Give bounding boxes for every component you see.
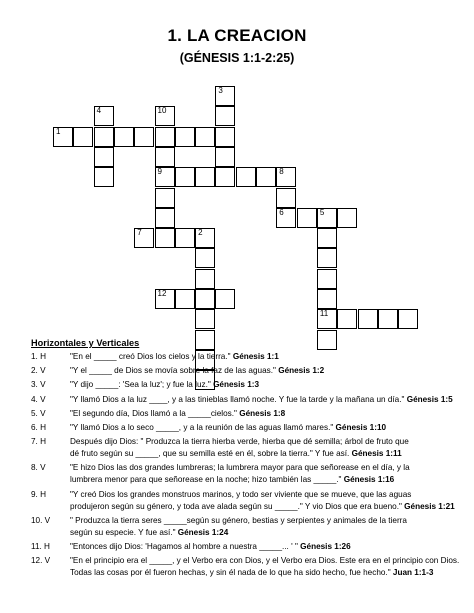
grid-cell[interactable] <box>236 167 256 187</box>
bible-reference: Génesis 1:8 <box>239 408 286 418</box>
clue-number: 3 <box>218 86 223 95</box>
grid-cell[interactable] <box>175 289 195 309</box>
clue-label: 12. V <box>31 556 51 566</box>
clue-number: 5 <box>319 207 325 217</box>
bible-reference: Génesis 1:2 <box>278 366 325 376</box>
clue-text: "Y el _____ de Dios se movía sobre la faz de las aguas." <box>70 366 279 376</box>
clue-label: 1. H <box>31 352 47 361</box>
clue-number: 1 <box>56 126 61 136</box>
clue-label: 7. H <box>31 437 47 447</box>
bible-reference: Génesis 1:3 <box>213 380 260 390</box>
grid-cell[interactable] <box>276 188 296 208</box>
clue-text: "En el _____ creó Dios los cielos y la tierra." <box>70 352 233 361</box>
grid-cell[interactable] <box>94 106 114 126</box>
grid-cell[interactable] <box>337 208 357 228</box>
clue-number: 12 <box>157 289 167 298</box>
grid-cell[interactable] <box>195 309 215 329</box>
grid-cell[interactable] <box>317 228 337 248</box>
clue-number: 4 <box>96 106 102 116</box>
grid-cell[interactable] <box>317 208 337 228</box>
clue-text: "Entonces dijo Dios: 'Hagamos al hombre a nuestra _____... ' " <box>70 542 301 551</box>
grid-cell[interactable] <box>195 330 215 350</box>
grid-cell[interactable] <box>358 309 378 329</box>
clue-label: 4. V <box>31 394 46 404</box>
clue-label: 5. V <box>31 408 46 418</box>
clue-text: lumbrera menor para que señorease en la noche; hizo también las _____." <box>70 475 344 485</box>
grid-cell[interactable] <box>53 127 73 147</box>
clue-text: "En el principio era el _____, y el Verbo era con Dios, y el Verbo era Dios. Este era en el principio con Dios. <box>70 556 460 566</box>
clue-text: produjeron según su género, y toda ave alada según su _____." Y vio Dios que era bueno." <box>70 501 405 511</box>
grid-cell[interactable] <box>134 127 154 147</box>
bible-reference: Génesis 1:1 <box>232 352 279 361</box>
grid-cell[interactable] <box>215 106 235 126</box>
clue-text: según su especie. Y fue así." <box>70 527 178 537</box>
grid-cell[interactable] <box>114 127 134 147</box>
grid-cell[interactable] <box>155 289 175 309</box>
grid-cell[interactable] <box>215 127 235 147</box>
grid-cell[interactable] <box>155 228 175 248</box>
bible-reference: Génesis 1:10 <box>335 423 387 432</box>
clue-text: " Produzca la tierra seres _____según su género, bestias y serpientes y animales de la tierra <box>70 515 407 525</box>
grid-cell[interactable] <box>195 289 215 309</box>
grid-cell[interactable] <box>155 188 175 208</box>
page-title: 1. LA CREACION <box>167 26 307 45</box>
clue-number: 9 <box>157 167 162 177</box>
grid-cell[interactable] <box>378 309 398 329</box>
bible-reference: Génesis 1:21 <box>404 501 455 511</box>
grid-cell[interactable] <box>337 309 357 329</box>
grid-cell[interactable] <box>195 269 215 289</box>
grid-cell[interactable] <box>94 167 114 187</box>
bible-reference: Génesis 1:24 <box>177 527 229 537</box>
clue-number: 2 <box>198 228 203 238</box>
grid-cell[interactable] <box>175 228 195 248</box>
grid-cell[interactable] <box>215 86 235 106</box>
grid-cell[interactable] <box>317 309 337 329</box>
clue-text: "E hizo Dios las dos grandes lumbreras; la lumbrera mayor para que señorease en el día, y la <box>70 463 410 473</box>
clue-label: 3. V <box>31 380 46 390</box>
grid-cell[interactable] <box>94 127 114 147</box>
grid-cell[interactable] <box>215 147 235 167</box>
clue-text: "Y dijo _____: 'Sea la luz'; y fue la luz." <box>70 380 214 390</box>
grid-cell[interactable] <box>195 127 215 147</box>
grid-cell[interactable] <box>155 167 175 187</box>
clue-number: 8 <box>279 167 284 177</box>
grid-cell[interactable] <box>317 330 337 350</box>
grid-cell[interactable] <box>297 208 317 228</box>
bible-reference: Génesis 1:16 <box>343 475 395 485</box>
clue-text: "Y creó Dios los grandes monstruos marinos, y todo ser viviente que se mueve, que las aguas <box>70 489 412 499</box>
bible-reference: Génesis 1:11 <box>351 449 402 459</box>
clue-label: 2. V <box>31 366 46 376</box>
grid-cell[interactable] <box>398 309 418 329</box>
clue-number: 11 <box>319 309 329 319</box>
clue-text: dé fruto según su _____, que su semilla esté en él, sobre la tierra." Y fue así. <box>70 449 352 459</box>
grid-cell[interactable] <box>215 289 235 309</box>
grid-cell[interactable] <box>195 248 215 268</box>
grid-cell[interactable] <box>73 127 93 147</box>
bible-reference: Juan 1:1-3 <box>392 568 434 578</box>
grid-cell[interactable] <box>155 127 175 147</box>
page-subtitle: (GÉNESIS 1:1-2:25) <box>179 51 295 65</box>
clue-number: 7 <box>137 228 142 238</box>
clues-heading: Horizontales y Verticales <box>31 338 140 348</box>
clue-text: "Y llamó Dios a la luz ____, y a las tinieblas llamó noche. Y fue la tarde y la mañana un día." <box>70 394 407 404</box>
clue-text: Después dijo Dios: " Produzca la tierra hierba verde, hierba que dé semilla; árbol de fruto que <box>70 437 409 447</box>
clue-text: "Y llamó Dios a lo seco _____, y a la reunión de las aguas llamó mares." <box>70 423 336 432</box>
clue-label: 8. V <box>31 463 46 473</box>
clue-text: "El segundo día, Dios llamó a la _____cielos." <box>70 408 240 418</box>
grid-cell[interactable] <box>155 147 175 167</box>
grid-cell[interactable] <box>276 167 296 187</box>
grid-cell[interactable] <box>195 167 215 187</box>
grid-cell[interactable] <box>317 248 337 268</box>
bible-reference: Génesis 1:26 <box>300 542 351 551</box>
grid-cell[interactable] <box>317 269 337 289</box>
grid-cell[interactable] <box>215 167 235 187</box>
grid-cell[interactable] <box>94 147 114 167</box>
clue-label: 9. H <box>31 489 47 499</box>
grid-cell[interactable] <box>175 167 195 187</box>
grid-cell[interactable] <box>155 208 175 228</box>
grid-cell[interactable] <box>256 167 276 187</box>
grid-cell[interactable] <box>317 289 337 309</box>
grid-cell[interactable] <box>276 208 296 228</box>
clue-number: 10 <box>157 106 167 116</box>
clue-text: Todas las cosas por él fueron hechas, y sin él nada de lo que ha sido hecho, fue hecho." <box>70 568 393 578</box>
clue-label: 11. H <box>31 542 50 551</box>
grid-cell[interactable] <box>175 127 195 147</box>
grid-cell[interactable] <box>195 228 215 248</box>
clue-label: 10. V <box>31 515 51 525</box>
clue-label: 6. H <box>31 423 47 432</box>
bible-reference: Génesis 1:5 <box>406 394 453 404</box>
grid-cell[interactable] <box>155 106 175 126</box>
clue-number: 6 <box>279 207 284 217</box>
grid-cell[interactable] <box>134 228 154 248</box>
